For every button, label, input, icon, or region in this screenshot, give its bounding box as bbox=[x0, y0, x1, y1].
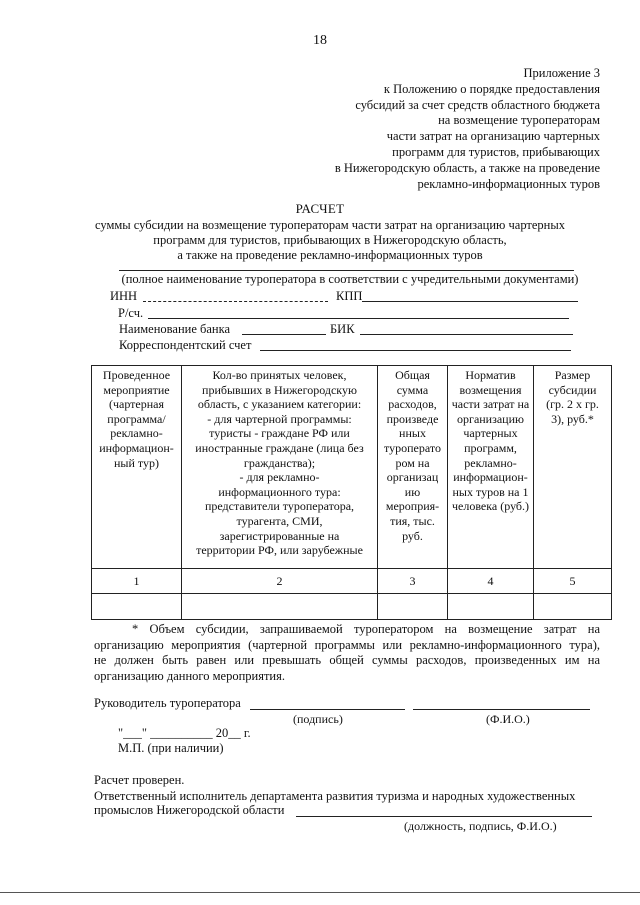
column-number: 2 bbox=[182, 569, 378, 594]
appendix-line: к Положению о порядке предоставления bbox=[383, 81, 600, 96]
account-field[interactable] bbox=[148, 318, 569, 319]
subtitle-line: программ для туристов, прибывающих в Нижегородскую область, bbox=[153, 233, 507, 247]
appendix-line: в Нижегородскую область, а также на проведение bbox=[334, 160, 600, 175]
header-total-expenses: Общая сумма расходов, произведе нных туроперато ром на организац ию мероприя- тия, тыс. руб. bbox=[378, 366, 448, 569]
footnote-line: организацию мероприятия (чартерной программы или рекламно-информационного тура), bbox=[94, 637, 600, 652]
corr-account-label: Корреспондентский счет bbox=[119, 338, 252, 352]
head-label: Руководитель туроператора bbox=[94, 696, 241, 710]
header-norm: Норматив возмещения части затрат на организацию чартерных программ, рекламно- информацион- ных туров на 1 человека (руб.) bbox=[448, 366, 534, 569]
column-number: 4 bbox=[448, 569, 534, 594]
subtitle-line: а также на проведение рекламно-информационных туров bbox=[177, 248, 483, 262]
table-cell[interactable] bbox=[378, 594, 448, 620]
stamp-label: М.П. (при наличии) bbox=[118, 741, 224, 755]
footnote-line: * Объем субсидии, запрашиваемой туроператором на возмещение затрат на bbox=[132, 622, 600, 636]
appendix-line: субсидий за счет средств областного бюджета bbox=[355, 97, 600, 112]
header-event: Проведенное мероприятие (чартерная программа/ рекламно- информацион- ный тур) bbox=[92, 366, 182, 569]
kpp-field[interactable] bbox=[362, 301, 578, 302]
operator-name-caption: (полное наименование туроператора в соответствии с учредительными документами) bbox=[121, 272, 579, 286]
checked-signature-field[interactable] bbox=[296, 816, 592, 817]
table-cell[interactable] bbox=[92, 594, 182, 620]
footnote-line: организацию данного мероприятия. bbox=[94, 668, 285, 683]
checked-title: Расчет проверен. bbox=[94, 773, 185, 787]
table-cell[interactable] bbox=[182, 594, 378, 620]
head-name-field[interactable] bbox=[413, 709, 590, 710]
column-number: 1 bbox=[92, 569, 182, 594]
bik-field[interactable] bbox=[360, 334, 573, 335]
table-header-row bbox=[92, 366, 612, 569]
footnote bbox=[94, 622, 600, 684]
corr-account-field[interactable] bbox=[260, 350, 571, 351]
checked-line: промыслов Нижегородской области bbox=[94, 803, 285, 817]
document-subtitle bbox=[60, 218, 600, 263]
operator-name-field[interactable] bbox=[119, 270, 574, 271]
name-caption: (Ф.И.О.) bbox=[486, 712, 530, 726]
calculation-table bbox=[91, 365, 612, 620]
page-bottom-divider bbox=[0, 892, 640, 893]
inn-label: ИНН bbox=[110, 289, 138, 303]
appendix-line: части затрат на организацию чартерных bbox=[386, 129, 600, 144]
bik-label: БИК bbox=[330, 322, 355, 336]
document-title: РАСЧЕТ bbox=[295, 201, 345, 216]
column-number: 3 bbox=[378, 569, 448, 594]
date-line[interactable]: "___" __________ 20__ г. bbox=[118, 726, 251, 740]
account-label: Р/сч. bbox=[118, 306, 144, 320]
bank-field[interactable] bbox=[242, 334, 326, 335]
appendix-line: рекламно-информационных туров bbox=[417, 176, 600, 191]
inn-field[interactable] bbox=[143, 301, 328, 302]
table-number-row bbox=[92, 569, 612, 594]
table-cell[interactable] bbox=[448, 594, 534, 620]
checked-line: Ответственный исполнитель департамента развития туризма и народных художественных bbox=[94, 789, 576, 803]
footnote-line: не должен быть равен или превышать общей суммы расходов, произведенных им на bbox=[94, 653, 600, 667]
bank-label: Наименование банка bbox=[119, 322, 231, 336]
table-row bbox=[92, 594, 612, 620]
column-number: 5 bbox=[534, 569, 612, 594]
appendix-line: Приложение 3 bbox=[523, 66, 600, 80]
signature-caption: (подпись) bbox=[293, 712, 343, 726]
page-number: 18 bbox=[313, 33, 327, 48]
kpp-label: КПП bbox=[336, 289, 363, 303]
head-signature-field[interactable] bbox=[250, 709, 405, 710]
subtitle-line: суммы субсидии на возмещение туроператорам части затрат на организацию чартерных bbox=[94, 218, 566, 232]
appendix-block bbox=[270, 66, 600, 192]
appendix-line: программ для туристов, прибывающих bbox=[392, 144, 600, 159]
table-cell[interactable] bbox=[534, 594, 612, 620]
header-people-count: Кол-во принятых человек, прибывших в Нижегородскую область, с указанием категории: - для чартерной программы: туристы - граждане РФ или иностранные граждане (лица без гражданства); - для рекламно- информационного тура: представители туроператора, турагента, СМИ, зарегистрированные на территории РФ, или зарубежные bbox=[182, 366, 378, 569]
checked-caption: (должность, подпись, Ф.И.О.) bbox=[404, 819, 557, 833]
header-subsidy-amount: Размер субсидии (гр. 2 х гр. 3), руб.* bbox=[534, 366, 612, 569]
appendix-line: на возмещение туроператорам bbox=[438, 113, 600, 128]
